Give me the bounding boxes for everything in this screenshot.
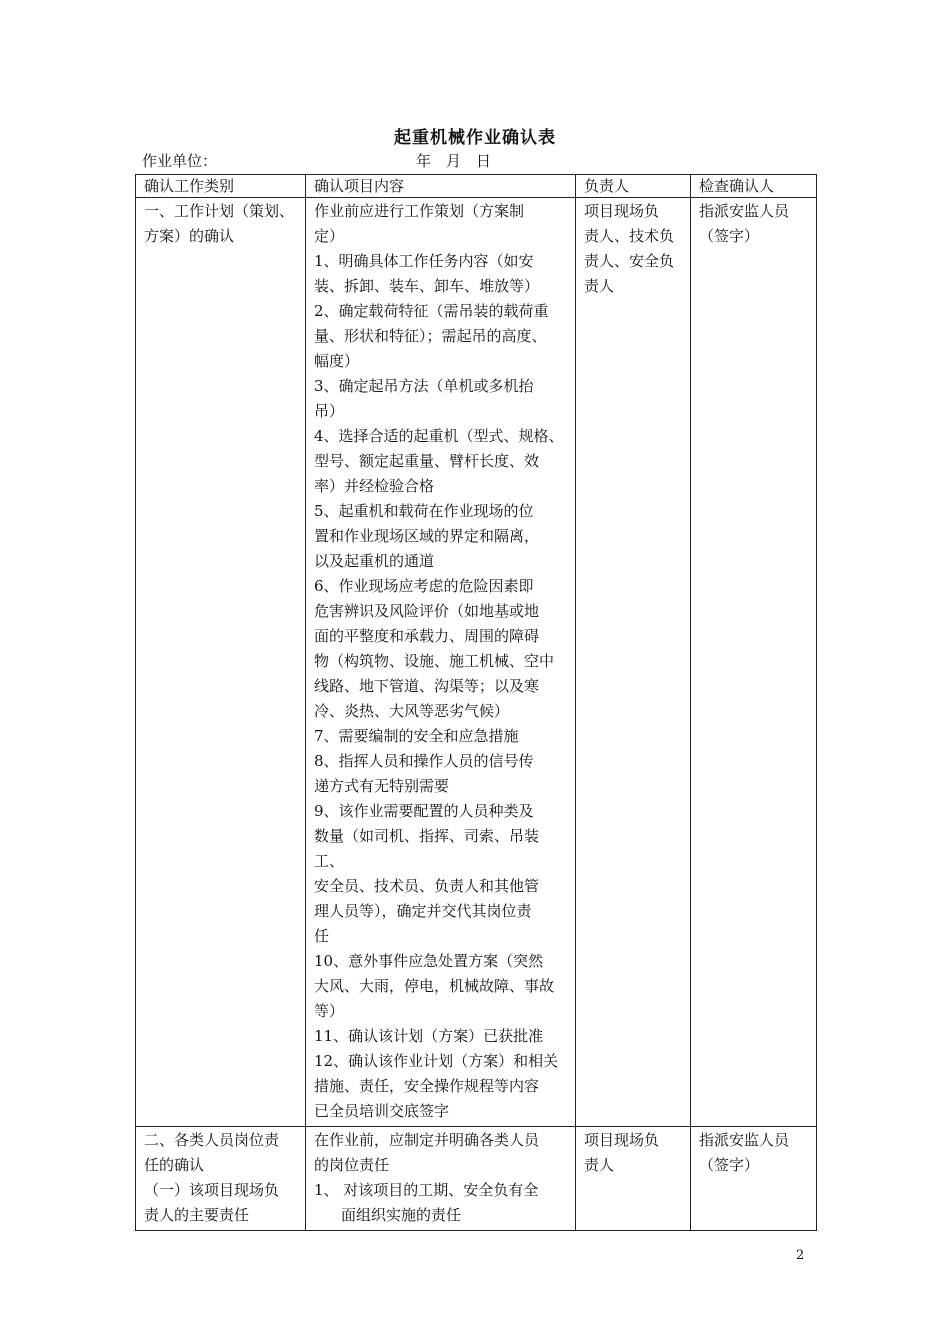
content-line: 置和作业现场区域的界定和隔离， [314,527,540,545]
row2-content [306,1127,576,1231]
content-line: 1、明确具体工作任务内容（如安 [314,252,534,270]
content-line: 5、起重机和载荷在作业现场的位 [314,502,534,520]
content-line: 理人员等），确定并交代其岗位责 [314,902,532,920]
category-line: 任的确认 [144,1156,205,1174]
content-line: 8、指挥人员和操作人员的信号传 [314,752,534,770]
content-line: 线路、地下管道、沟渠等；以及寒 [314,677,540,695]
content-line: 物（构筑物、设施、施工机械、空中 [314,652,555,670]
content-line: 面组织实施的责任 [341,1206,462,1224]
header-checker: 检查确认人 [691,175,817,198]
content-line: 危害辨识及风险评价（如地基或地 [314,602,540,620]
content-line: 递方式有无特别需要 [314,777,450,795]
content-line: 10、意外事件应急处置方案（突然 [314,952,544,970]
content-line: 吊） [314,402,345,420]
content-line: 12、确认该作业计划（方案）和相关 [314,1052,559,1070]
header-content: 确认项目内容 [306,175,576,198]
responsible-line: 项目现场负 [584,202,660,220]
content-line: 定） [314,227,345,245]
responsible-line: 项目现场负 [584,1131,660,1149]
row1-category [136,198,306,1127]
checker-line: 指派安监人员 [699,1131,790,1149]
content-line: 3、确定起吊方法（单机或多机抬 [314,377,534,395]
content-line: 9、该作业需要配置的人员种类及 [314,802,534,820]
content-line: 型号、额定起重量、臂杆长度、效 [314,452,540,470]
table-row [136,198,817,1127]
content-line: 在作业前，应制定并明确各类人员 [314,1131,540,1149]
responsible-line: 责人、技术负 [584,227,675,245]
content-line: 2、确定载荷特征（需吊装的载荷重 [314,302,549,320]
content-line: 措施、责任，安全操作规程等内容 [314,1077,540,1095]
content-line: 安全员、技术员、负责人和其他管 [314,877,540,895]
content-line: 量、形状和特征）；需起吊的高度、 [314,327,547,345]
category-line: 责人的主要责任 [144,1206,250,1224]
content-line: 4、选择合适的起重机（型式、规格、 [314,427,564,445]
checker-line: （签字） [699,227,760,245]
content-line: 11、确认该计划（方案）已获批准 [314,1027,544,1045]
responsible-line: 责人 [584,1156,615,1174]
content-line: 1、 对该项目的工期、安全负有全 [314,1181,539,1199]
row2-responsible [576,1127,691,1231]
row2-category [136,1127,306,1231]
content-line: 任 [314,927,330,945]
content-line: 6、作业现场应考虑的危险因素即 [314,577,534,595]
row1-checker [691,198,817,1127]
table-header-row [136,175,817,198]
content-line: 大风、大雨，停电，机械故障、事故 [314,977,555,995]
confirmation-table [135,174,817,1231]
content-line: 以及起重机的通道 [314,552,435,570]
row1-content [306,198,576,1127]
content-line: 面的平整度和承载力、周围的障碍 [314,627,540,645]
content-line: 作业前应进行工作策划（方案制 [314,202,525,220]
category-line: 一、工作计划（策划、 [144,202,295,220]
content-line: 装、拆卸、装车、卸车、堆放等） [314,277,540,295]
row2-checker [691,1127,817,1231]
header-category: 确认工作类别 [136,175,306,198]
content-line: 幅度） [314,352,360,370]
table-row [136,1127,817,1231]
content-line: 率）并经检验合格 [314,477,435,495]
category-line: （一）该项目现场负 [144,1181,280,1199]
content-line: 冷、炎热、大风等恶劣气候） [314,702,510,720]
header-responsible: 负责人 [576,175,691,198]
date-label: 年 月 日 [416,152,492,170]
content-line: 数量（如司机、指挥、司索、吊装工、 [314,827,540,870]
content-line: 7、需要编制的安全和应急措施 [314,727,519,745]
checker-line: 指派安监人员 [699,202,790,220]
checker-line: （签字） [699,1156,760,1174]
work-unit-label: 作业单位： [142,152,218,170]
content-line: 已全员培训交底签字 [314,1102,450,1120]
category-line: 二、各类人员岗位责 [144,1131,280,1149]
responsible-line: 责人、安全负 [584,252,675,270]
responsible-line: 责人 [584,277,615,295]
category-line: 方案）的确认 [144,227,235,245]
row1-responsible [576,198,691,1127]
document-title: 起重机械作业确认表 [394,128,556,148]
page-number: 2 [796,1248,805,1263]
content-line: 的岗位责任 [314,1156,390,1174]
content-line: 等） [314,1002,345,1020]
